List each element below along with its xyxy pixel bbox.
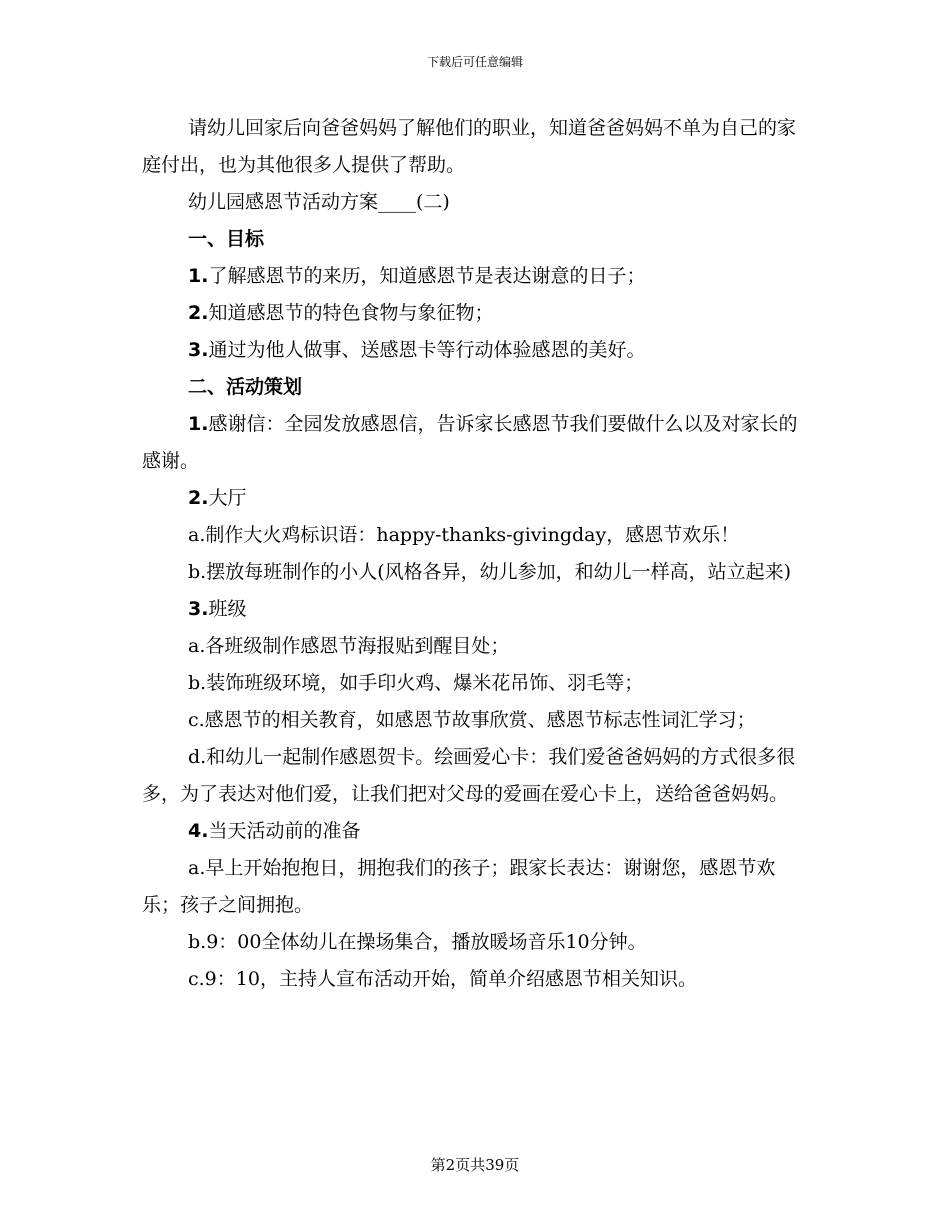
sub-item: b.摆放每班制作的小人(风格各异，幼儿参加，和幼儿一样高，站立起来): [188, 561, 792, 583]
sub-item: b.装饰班级环境，如手印火鸡、爆米花吊饰、羽毛等；: [188, 672, 644, 694]
document-body: [142, 110, 806, 998]
goal-item-2: [142, 295, 806, 332]
goal-item-1: [142, 258, 806, 295]
item-number: 2.: [188, 487, 209, 509]
item-number: 1.: [188, 413, 209, 435]
item-text: 班级: [208, 598, 247, 620]
plan-item-3: [142, 591, 806, 628]
item-text: 大厅: [208, 487, 247, 509]
sub-item: c.9：10，主持人宣布活动开始，简单介绍感恩节相关知识。: [188, 968, 697, 990]
sub-item: a.各班级制作感恩节海报贴到醒目处；: [188, 635, 510, 657]
plan-item-2: [142, 480, 806, 517]
item-text: 通过为他人做事、送感恩卡等行动体验感恩的美好。: [208, 339, 646, 361]
item-number: 3.: [188, 598, 209, 620]
sub-item: a.制作大火鸡标识语：happy-thanks-givingday，感恩节欢乐！: [188, 524, 740, 546]
item-number: 1.: [188, 265, 209, 287]
goal-item-3: [142, 332, 806, 369]
sub-item: a.早上开始抱抱日，拥抱我们的孩子；跟家长表达：谢谢您，感恩节欢乐；孩子之间拥抱。: [142, 857, 776, 916]
item-text: 感谢信：全园发放感恩信，告诉家长感恩节我们要做什么以及对家长的感谢。: [142, 413, 798, 472]
page-footer: 第2页共39页: [430, 1156, 520, 1174]
page-header: 下载后可任意编辑: [426, 55, 523, 69]
plan-item-1: [142, 406, 806, 480]
sub-item: b.9：00全体幼儿在操场集合，播放暖场音乐10分钟。: [188, 931, 647, 953]
item-text: 知道感恩节的特色食物与象征物；: [208, 302, 494, 324]
item-number: 2.: [188, 302, 209, 324]
item-text: 了解感恩节的来历，知道感恩节是表达谢意的日子；: [208, 265, 646, 287]
sub-item: d.和幼儿一起制作感恩贺卡。绘画爱心卡：我们爱爸爸妈妈的方式很多很多，为了表达对他们爱，让我们把对父母的爱画在爱心卡上，送给爸爸妈妈。: [142, 746, 796, 805]
paragraph-intro: 请幼儿回家后向爸爸妈妈了解他们的职业，知道爸爸妈妈不单为自己的家庭付出，也为其他很多人提供了帮助。: [142, 117, 797, 176]
heading-goals: 一、目标: [188, 228, 265, 250]
item-number: 3.: [188, 339, 209, 361]
plan-item-4: [142, 813, 806, 850]
item-text: 当天活动前的准备: [208, 820, 361, 842]
heading-planning: 二、活动策划: [188, 376, 303, 398]
sub-item: c.感恩节的相关教育，如感恩节故事欣赏、感恩节标志性词汇学习；: [188, 709, 756, 731]
section-title: 幼儿园感恩节活动方案____(二): [188, 191, 450, 213]
item-number: 4.: [188, 820, 209, 842]
